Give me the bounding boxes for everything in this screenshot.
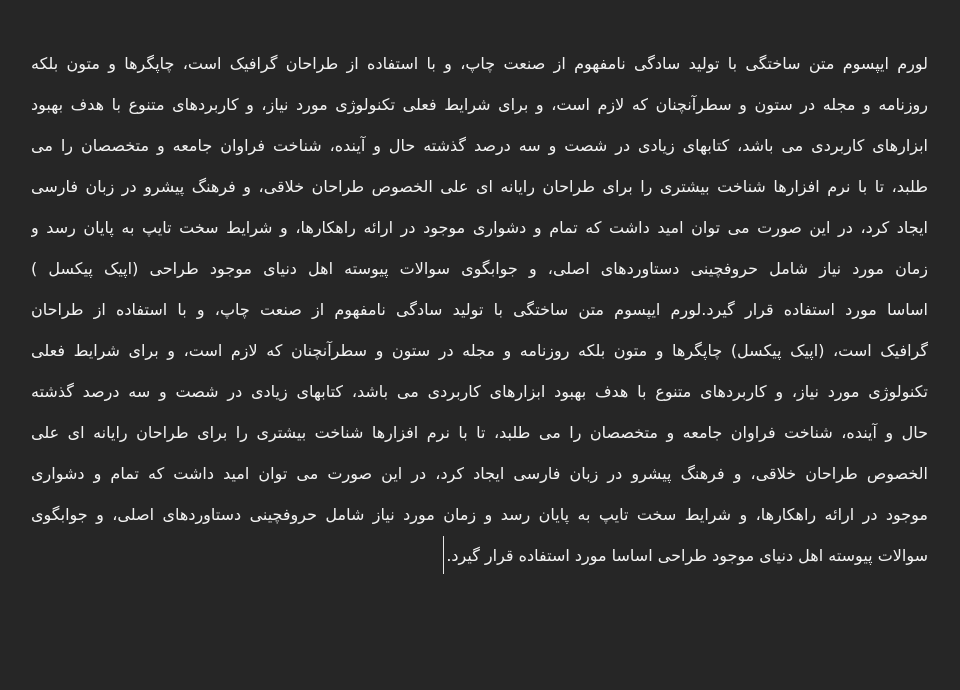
text-line: ابزارهای کاربردی می باشد، کتابهای زیادی در شصت و سه درصد گذشته حال و آینده، شناخت فراوان جامعه و متخصصان را می	[31, 136, 928, 155]
text-line: ایجاد کرد، در این صورت می توان امید داشت که تمام و دشواری موجود در ارائه راهکارها، و شرایط سخت تایپ به پایان رسد و	[31, 218, 928, 237]
text-line: زمان مورد نیاز شامل حروفچینی دستاوردهای اصلی، و جوابگوی سوالات پیوسته اهل دنیای موجود طراحی (اپیک پیکسل )	[31, 259, 928, 278]
text-cursor	[443, 536, 444, 574]
text-line: اساسا مورد استفاده قرار گیرد.لورم ایپسوم متن ساختگی با تولید سادگی نامفهوم از صنعت چاپ، و با استفاده از طراحان	[31, 300, 928, 319]
last-line-text: سوالات پیوسته اهل دنیای موجود طراحی اساسا مورد استفاده قرار گیرد.	[446, 546, 928, 565]
text-line: الخصوص طراحان خلاقی، و فرهنگ پیشرو در زبان فارسی ایجاد کرد، در این صورت می توان امید داشت که تمام و دشواری	[31, 464, 928, 483]
text-line: گرافیک است، (اپیک پیکسل) چاپگرها و متون بلکه روزنامه و مجله در ستون و سطرآنچنان که لازم است، و برای شرایط فعلی	[31, 341, 928, 360]
text-line-last	[31, 535, 928, 576]
text-line: حال و آینده، شناخت فراوان جامعه و متخصصان را می طلبد، تا با نرم افزارها شناخت بیشتری را برای طراحان رایانه ای علی	[31, 423, 928, 442]
text-line: تکنولوژی مورد نیاز، و کاربردهای متنوع با هدف بهبود ابزارهای کاربردی می باشد، کتابهای زیادی در شصت و سه درصد گذشته	[31, 382, 928, 401]
text-line: روزنامه و مجله در ستون و سطرآنچنان که لازم است، و برای شرایط فعلی تکنولوژی مورد نیاز، و کاربردهای متنوع با هدف بهبود	[31, 95, 928, 114]
text-area[interactable]	[31, 43, 928, 576]
text-line: لورم ایپسوم متن ساختگی با تولید سادگی نامفهوم از صنعت چاپ، و با استفاده از طراحان گرافیک است، چاپگرها و متون بلکه	[31, 54, 928, 73]
text-line: طلبد، تا با نرم افزارها شناخت بیشتری را برای طراحان رایانه ای علی الخصوص طراحان خلاقی، و فرهنگ پیشرو در زبان فارسی	[31, 177, 928, 196]
text-line: موجود در ارائه راهکارها، و شرایط سخت تایپ به پایان رسد و زمان مورد نیاز شامل حروفچینی دستاوردهای اصلی، و جوابگوی	[31, 505, 928, 524]
